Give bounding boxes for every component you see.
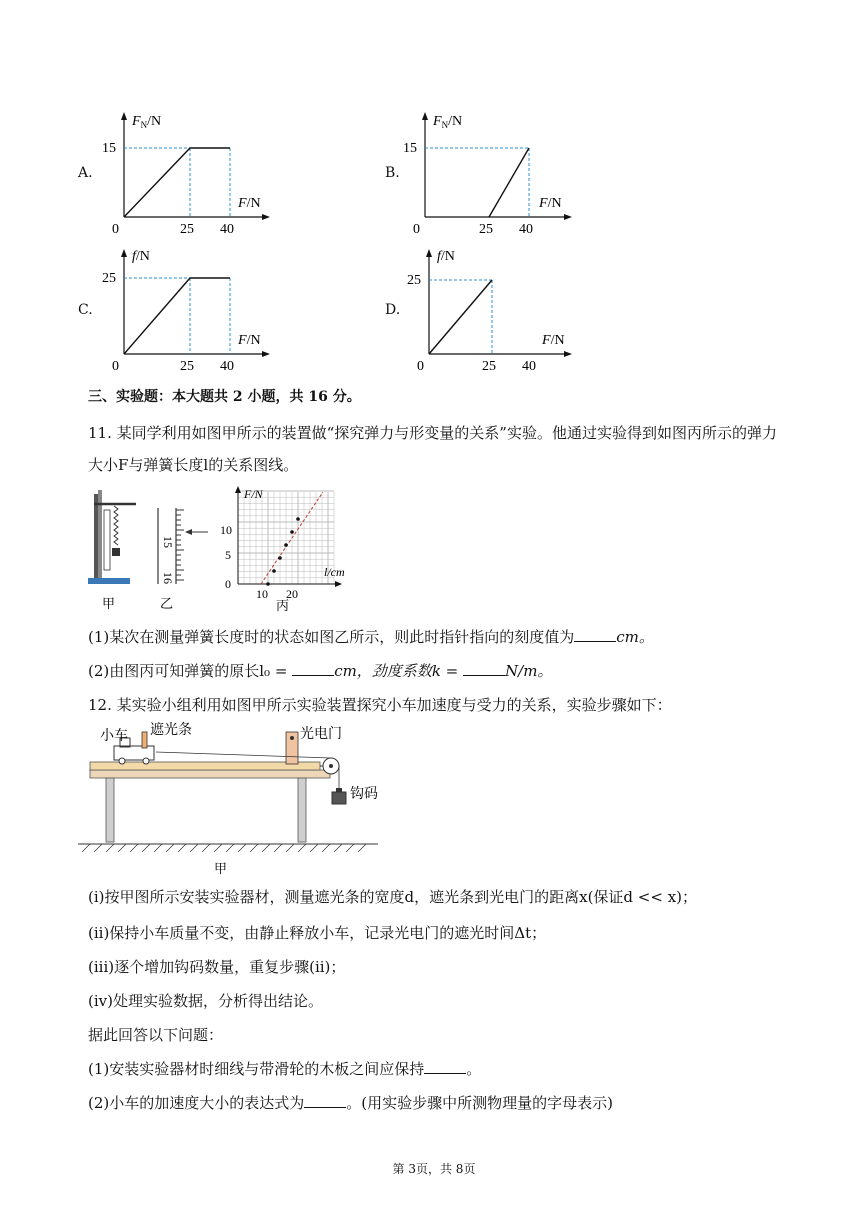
spring-chart-y-label: F/N <box>244 487 263 501</box>
graph-d-x-tick-25: 25 <box>482 359 496 374</box>
graph-d-y-tick: 25 <box>407 273 421 288</box>
graph-b-x-axis-label: F <box>539 196 548 211</box>
graph-a-origin: 0 <box>112 222 119 237</box>
q12-sub1 <box>88 1058 481 1079</box>
option-label-d: D. <box>385 302 401 318</box>
graph-c-line <box>124 278 230 354</box>
spring-data-point <box>290 530 294 534</box>
q12-sub1-blank[interactable] <box>424 1061 466 1074</box>
svg-text:FN/N <box>131 114 161 130</box>
page-footer: 第 3页，共 8页 <box>392 1162 476 1176</box>
q12-apparatus <box>78 718 398 876</box>
photogate <box>286 732 298 764</box>
graph-d-line <box>429 280 492 354</box>
q11-stem-line-1: 11. 某同学利用如图甲所示的装置做“探究弹力与形变量的关系”实验。他通过实验得到如图丙所示的弹力 <box>88 424 777 442</box>
label-car: 小车 <box>100 729 128 744</box>
graph-b-y-sub: N <box>441 120 449 130</box>
graph-b-svg <box>377 105 597 240</box>
section-title: 三、实验题：本大题共 2 小题，共 16 分。 <box>88 389 361 405</box>
graph-a-x-axis-label: F <box>238 196 247 211</box>
graph-a-y-sub: N <box>140 120 148 130</box>
q11-figures <box>80 480 360 620</box>
spring-chart-y-tick-10: 10 <box>220 523 232 537</box>
graph-b-y-tick: 15 <box>403 141 417 156</box>
spring-chart-y-tick-5: 5 <box>225 548 231 562</box>
graph-b-origin: 0 <box>413 222 420 237</box>
option-label-a: A. <box>78 165 93 181</box>
graph-c-y-tick: 25 <box>102 271 116 286</box>
graph-c <box>70 242 290 377</box>
graph-d-x-unit: /N <box>550 333 565 348</box>
q12-step-1: (i)按甲图所示安装实验器材，测量遮光条的宽度d，遮光条到光电门的距离x(保证d << x)； <box>88 888 698 906</box>
svg-text:f/N <box>132 249 150 264</box>
graph-d-svg <box>377 242 597 377</box>
svg-text:F/N <box>243 487 264 501</box>
graph-c-origin: 0 <box>112 359 119 374</box>
graph-b-line <box>489 148 529 217</box>
graph-c-x-tick-40: 40 <box>220 359 234 374</box>
graph-b <box>377 105 597 240</box>
q11-sub1-unit: cm。 <box>616 628 654 646</box>
graph-b-y-axis-label: F <box>433 114 442 129</box>
graph-d-x-tick-40: 40 <box>522 359 536 374</box>
svg-text:F/N <box>237 333 261 348</box>
graph-b-y-unit: /N <box>448 114 463 129</box>
graph-a-y-axis-label: F <box>132 114 141 129</box>
spring-data-point <box>284 543 288 547</box>
label-fig-jia: 甲 <box>214 861 228 876</box>
graph-a-line <box>124 148 230 217</box>
graph-b-x-unit: /N <box>547 196 562 211</box>
graph-d-origin: 0 <box>417 359 424 374</box>
graph-c-x-unit: /N <box>246 333 261 348</box>
option-label-b: B. <box>385 165 400 181</box>
graph-b-x-tick-25: 25 <box>479 222 493 237</box>
q12-sub1-text: (1)安装实验器材时细线与带滑轮的木板之间应保持 <box>88 1060 425 1078</box>
graph-a-svg <box>70 105 290 240</box>
q11-sub2-text-a: (2)由图丙可知弹簧的原长l₀ = <box>88 662 288 680</box>
graph-a-x-unit: /N <box>246 196 261 211</box>
svg-text:F/N <box>538 196 562 211</box>
graph-c-y-unit: /N <box>135 249 150 264</box>
q12-step-3: (iii)逐个增加钩码数量，重复步骤(ii)； <box>88 958 346 976</box>
svg-text:FN/N <box>432 114 462 130</box>
graph-a <box>70 105 290 240</box>
q11-sub2 <box>88 660 552 681</box>
spring-chart <box>220 486 345 601</box>
graph-c-svg <box>70 242 290 377</box>
graph-c-y-axis-label: f <box>132 249 136 264</box>
q11-sub1-blank[interactable] <box>574 629 616 642</box>
spring-chart-x-label: l/cm <box>324 565 345 579</box>
svg-text:F/N <box>541 333 565 348</box>
graph-c-x-axis-label: F <box>238 333 247 348</box>
q12-prompt: 据此回答以下问题： <box>88 1026 224 1044</box>
q12-sub1-end: 。 <box>466 1060 482 1078</box>
q12-step-4: (iv)处理实验数据，分析得出结论。 <box>88 992 323 1010</box>
graph-a-y-tick: 15 <box>102 141 116 156</box>
ruler-tick-15: 15 <box>161 536 175 548</box>
q11-sub1 <box>88 626 654 647</box>
q12-sub2 <box>88 1092 613 1113</box>
option-label-c: C. <box>78 302 93 318</box>
fig-label-yi: 乙 <box>160 596 174 611</box>
q11-sub2-text-c: N/m。 <box>505 662 553 680</box>
graph-a-x-tick-25: 25 <box>180 222 194 237</box>
graph-d <box>377 242 597 377</box>
q12-sub2-end: 。(用实验步骤中所测物理量的字母表示) <box>346 1094 613 1112</box>
ruler <box>158 508 208 584</box>
fig-label-jia: 甲 <box>102 596 116 611</box>
graph-a-x-tick-40: 40 <box>220 222 234 237</box>
graph-b-x-tick-40: 40 <box>519 222 533 237</box>
stand-apparatus <box>88 490 136 584</box>
spring-chart-x-tick-20: 20 <box>286 587 298 601</box>
q11-sub2-blank-1[interactable] <box>292 663 334 676</box>
q11-sub2-blank-2[interactable] <box>463 663 505 676</box>
q12-sub2-text: (2)小车的加速度大小的表达式为 <box>88 1094 305 1112</box>
spring-data-point <box>296 517 300 521</box>
svg-text:f/N <box>437 249 455 264</box>
graph-d-x-axis-label: F <box>542 333 551 348</box>
q11-sub2-text-b: cm，劲度系数k = <box>334 662 459 680</box>
q11-sub1-text: (1)某次在测量弹簧长度时的状态如图乙所示，则此时指针指向的刻度值为 <box>88 628 575 646</box>
graph-c-x-tick-25: 25 <box>180 359 194 374</box>
graph-d-y-unit: /N <box>440 249 455 264</box>
spring-chart-x-tick-10: 10 <box>256 587 268 601</box>
spring-data-point <box>272 569 276 573</box>
q11-stem-line-2: 大小F与弹簧长度l的关系图线。 <box>88 456 299 474</box>
label-weight: 钩码 <box>350 787 378 802</box>
q12-stem: 12. 某实验小组利用如图甲所示实验装置探究小车加速度与受力的关系，实验步骤如下： <box>88 696 672 714</box>
label-strip: 遮光条 <box>150 723 192 738</box>
label-gate: 光电门 <box>300 727 342 742</box>
graph-d-y-axis-label: f <box>437 249 441 264</box>
spring-chart-y-tick-0: 0 <box>225 577 231 591</box>
q12-step-2: (ii)保持小车质量不变，由静止释放小车，记录光电门的遮光时间Δt； <box>88 924 547 942</box>
fig-label-bing: 丙 <box>276 598 290 613</box>
spring-data-point <box>266 582 270 586</box>
q12-sub2-blank[interactable] <box>304 1095 346 1108</box>
ruler-tick-16: 16 <box>161 572 175 584</box>
graph-a-y-unit: /N <box>147 114 162 129</box>
hook-weight <box>332 788 346 804</box>
svg-text:F/N <box>237 196 261 211</box>
spring-data-point <box>278 556 282 560</box>
